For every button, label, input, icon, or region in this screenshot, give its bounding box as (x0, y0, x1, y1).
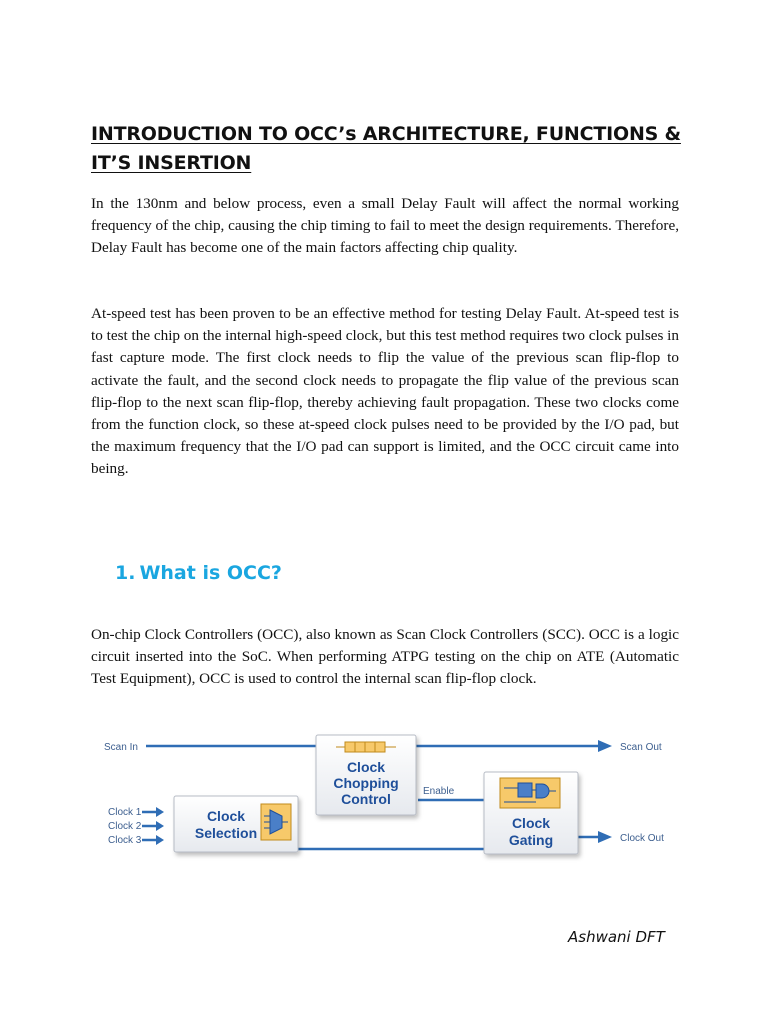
gating-label-line2: Gating (508, 832, 554, 848)
section-title: What is OCC? (139, 562, 282, 584)
paragraph-at-speed-test: At-speed test has been proven to be an effective method for testing Delay Fault. At-speed test is to test the chip on the internal high-speed clock, but this test method requires two clock pulses in fast capture mode. The first clock needs to flip the value of the previous scan flip-flop to activate the fault, and the second clock needs to propagate the flip value of the previous scan flip-flop to the next scan flip-flop, thereby achieving fault propagation. These two clocks come from the function clock, so these at-speed clock pulses need to be provided by the I/O pad, but the maximum frequency that the I/O pad can support is limited, and the OCC circuit came into being. (91, 305, 679, 478)
chopping-label-line3: Control (341, 791, 391, 807)
section-heading (115, 562, 282, 584)
scan-in-label: Scan In (104, 742, 138, 753)
clock-gating-block (484, 772, 578, 854)
paragraph-delay-fault: In the 130nm and below process, even a small Delay Fault will affect the normal working frequency of the chip, causing the chip timing to fail to meet the design requirements. Therefore, Delay Fault has become one of the main factors affecting chip quality. (91, 195, 679, 257)
author-signature: Ashwani DFT (568, 928, 665, 946)
gating-label-line1: Clock (511, 815, 551, 831)
clock1-arrow (156, 807, 164, 817)
paragraph-what-is-occ: On-chip Clock Controllers (OCC), also known as Scan Clock Controllers (SCC). OCC is a logic circuit inserted into the SoC. When performing ATPG testing on the chip on ATE (Automatic Test Equipment), OCC is used to control the internal scan flip-flop clock. (91, 626, 679, 688)
clock-selection-block (174, 796, 298, 852)
clock-out-arrow (598, 831, 612, 843)
clock-chopping-control-block (316, 735, 416, 815)
gate-icon (500, 778, 560, 808)
section-number: 1. (115, 562, 136, 584)
occ-block-diagram (98, 728, 678, 868)
scan-out-label: Scan Out (620, 742, 662, 753)
clock3-label: Clock 3 (108, 835, 142, 846)
clock1-label: Clock 1 (108, 807, 142, 818)
enable-label: Enable (423, 786, 455, 797)
selection-label-line1: Clock (206, 808, 246, 824)
clock-out-label: Clock Out (620, 833, 664, 844)
clock2-label: Clock 2 (108, 821, 142, 832)
selection-label-line2: Selection (194, 825, 258, 841)
clock2-arrow (156, 821, 164, 831)
chopping-label-line1: Clock (346, 759, 386, 775)
chopping-label-line2: Chopping (333, 775, 399, 791)
clock3-arrow (156, 835, 164, 845)
mux-icon (261, 804, 291, 840)
document-title: INTRODUCTION TO OCC’s ARCHITECTURE, FUNCTIONS & IT’S INSERTION (91, 123, 681, 174)
scan-out-arrow (598, 740, 612, 752)
